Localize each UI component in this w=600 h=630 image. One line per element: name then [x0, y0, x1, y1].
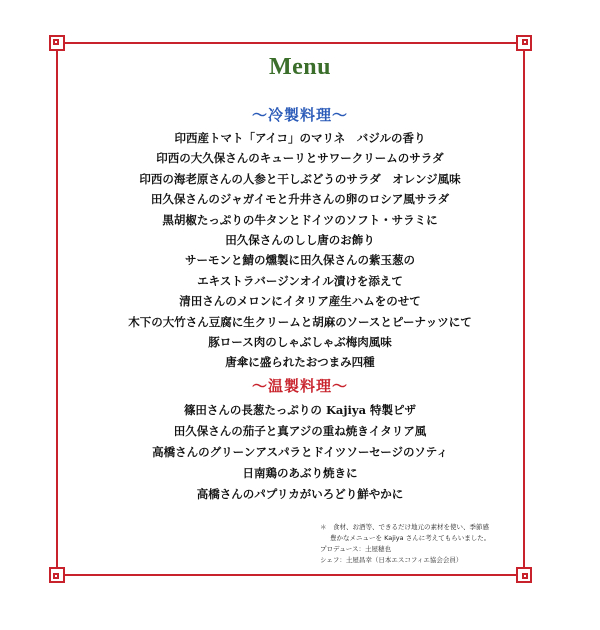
cold-dishes-heading: ～冷製料理～ — [251, 106, 348, 124]
hot-dishes-heading: ～温製料理～ — [251, 377, 348, 395]
producer-credit: プロデュース：土屋穂也 — [320, 545, 391, 553]
footnote-line: 豊かなメニューを Kajiya さんに考えてもらいました。 — [330, 534, 491, 542]
cold-dish-item: 印西産トマト「アイコ」のマリネ バジルの香り — [174, 131, 426, 145]
cold-dish-item: 黒胡椒たっぷりの牛タンとドイツのソフト・サラミに — [162, 212, 438, 227]
cold-dishes-list — [0, 128, 600, 373]
cold-dish-item: 田久保さんのジャガイモと升井さんの卵のロシア風サラダ — [150, 192, 450, 207]
cold-dish-item: 豚ロース肉のしゃぶしゃぶ梅肉風味 — [208, 334, 392, 349]
corner-ornament-top-left — [49, 35, 65, 51]
hot-dish-item: 高橋さんのパプリカがいろどり鮮やかに — [196, 487, 404, 501]
chef-credit: シェフ：土屋昌幸（日本エスコフィエ協会会員） — [320, 556, 463, 564]
hot-dish-item: 日南鶏のあぶり焼きに — [242, 466, 358, 480]
cold-dish-item: 印西の大久保さんのキューリとサワークリームのサラダ — [156, 151, 444, 166]
corner-ornament-bottom-left — [49, 567, 65, 583]
corner-ornament-bottom-right — [516, 567, 532, 583]
cold-dish-item: サーモンと鯖の燻製に田久保さんの紫玉葱の — [185, 253, 415, 268]
cold-dish-item: 唐傘に盛られたおつまみ四種 — [225, 355, 375, 370]
footnote-line: ＊ 食材、お酒等、できるだけ地元の素材を使い、季節感 — [320, 523, 489, 531]
cold-dish-item: 清田さんのメロンにイタリア産生ハムをのせて — [179, 294, 421, 309]
menu-title: Menu — [269, 54, 331, 80]
hot-dish-item: 高橋さんのグリーンアスパラとドイツソーセージのソティ — [152, 445, 448, 459]
hot-dish-item: 田久保さんの茄子と真アジの重ね焼きイタリア風 — [173, 424, 427, 438]
hot-dish-item: 篠田さんの長葱たっぷりの Kajiya 特製ピザ — [183, 403, 417, 417]
cold-dish-item: エキストラバージンオイル漬けを添えて — [197, 273, 403, 288]
corner-ornament-top-right — [516, 35, 532, 51]
cold-dish-item: 田久保さんのしし唐のお飾り — [225, 232, 375, 247]
cold-dish-item: 木下の大竹さん豆腐に生クリームと胡麻のソースとピーナッツにて — [128, 314, 472, 329]
footnote — [320, 522, 520, 566]
cold-dish-item: 印西の海老原さんの人参と干しぶどうのサラダ オレンジ風味 — [139, 171, 461, 186]
hot-dishes-list — [0, 400, 600, 505]
